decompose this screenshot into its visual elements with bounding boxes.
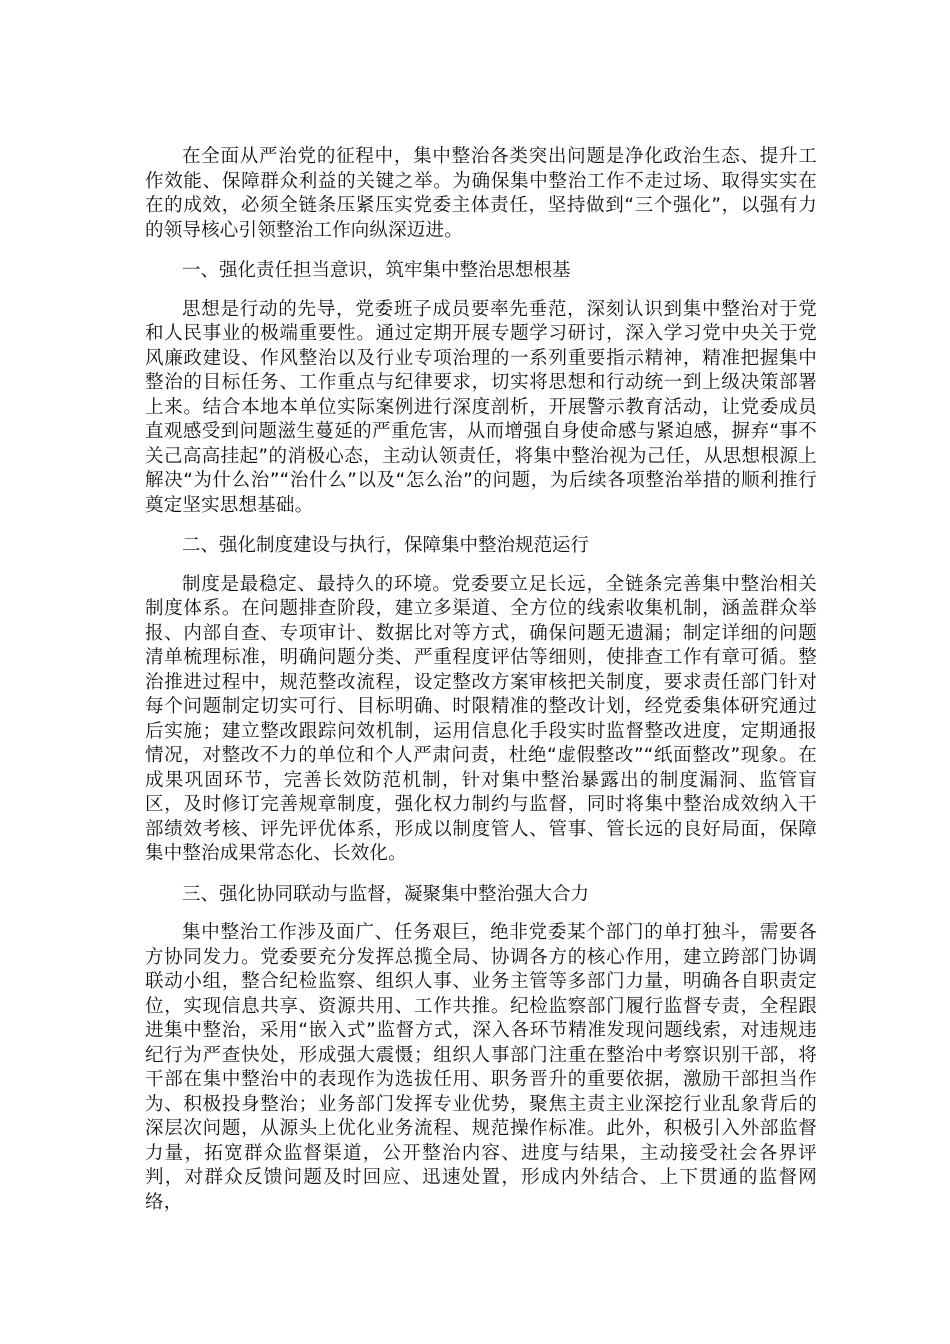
section-body-1: 思想是行动的先导，党委班子成员要率先垂范，深刻认识到集中整治对于党和人民事业的极端重要性。通过定期开展专题学习研讨，深入学习党中央关于党风廉政建设、作风整治以及行业专项治理的一系列重要指示精神，精准把握集中整治的目标任务、工作重点与纪律要求，切实将思想和行动统一到上级决策部署上来。结合本地本单位实际案例进行深度剖析，开展警示教育活动，让党委成员直观感受到问题滋生蔓延的严重危害，从而增强自身使命感与紧迫感，摒弃“事不关己高高挂起”的消极心态，主动认领责任，将集中整治视为己任，从思想根源上解决“为什么治”“治什么”以及“怎么治”的问题，为后续各项整治举措的顺利推行奠定坚实思想基础。 xyxy=(145,298,817,516)
section-heading-2: 二、强化制度建设与执行，保障集中整治规范运行 xyxy=(182,535,590,556)
section-heading-1: 一、强化责任担当意识，筑牢集中整治思想根基 xyxy=(182,260,571,281)
section-body-3: 集中整治工作涉及面广、任务艰巨，绝非党委某个部门的单打独斗，需要各方协同发力。党委要充分发挥总揽全局、协调各方的核心作用，建立跨部门协调联动小组，整合纪检监察、组织人事、业务主管等多部门力量，明确各自职责定位，实现信息共享、资源共用、工作共推。纪检监察部门履行监督专责，全程跟进集中整治，采用“嵌入式”监督方式，深入各环节精准发现问题线索，对违规违纪行为严查快处，形成强大震慑；组织人事部门注重在整治中考察识别干部，将干部在集中整治中的表现作为选拔任用、职务晋升的重要依据，激励干部担当作为、积极投身整治；业务部门发挥专业优势，聚焦主责主业深挖行业乱象背后的深层次问题，从源头上优化业务流程、规范操作标准。此外，积极引入外部监督力量，拓宽群众监督渠道，公开整治内容、进度与结果，主动接受社会各界评判，对群众反馈问题及时回应、迅速处置，形成内外结合、上下贯通的监督网络， xyxy=(145,922,817,1213)
document-page xyxy=(145,145,817,1215)
section-body-2: 制度是最稳定、最持久的环境。党委要立足长远，全链条完善集中整治相关制度体系。在问题排查阶段，建立多渠道、全方位的线索收集机制，涵盖群众举报、内部自查、专项审计、数据比对等方式，确保问题无遗漏；制定详细的问题清单梳理标准，明确问题分类、严重程度评估等细则，使排查工作有章可循。整治推进过程中，规范整改流程，设定整改方案审核把关制度，要求责任部门针对每个问题制定切实可行、目标明确、时限精准的整改计划，经党委集体研究通过后实施；建立整改跟踪问效机制，运用信息化手段实时监督整改进度，定期通报情况，对整改不力的单位和个人严肃问责，杜绝“虚假整改”“纸面整改”现象。在成果巩固环节，完善长效防范机制，针对集中整治暴露出的制度漏洞、监管盲区，及时修订完善规章制度，强化权力制约与监督，同时将集中整治成效纳入干部绩效考核、评先评优体系，形成以制度管人、管事、管长远的良好局面，保障集中整治成果常态化、长效化。 xyxy=(145,573,817,864)
intro-paragraph: 在全面从严治党的征程中，集中整治各类突出问题是净化政治生态、提升工作效能、保障群众利益的关键之举。为确保集中整治工作不走过场、取得实实在在的成效，必须全链条压紧压实党委主体责任，坚持做到“三个强化”，以强有力的领导核心引领整治工作向纵深迈进。 xyxy=(145,146,817,241)
section-heading-3: 三、强化协同联动与监督，凝聚集中整治强大合力 xyxy=(182,883,590,905)
